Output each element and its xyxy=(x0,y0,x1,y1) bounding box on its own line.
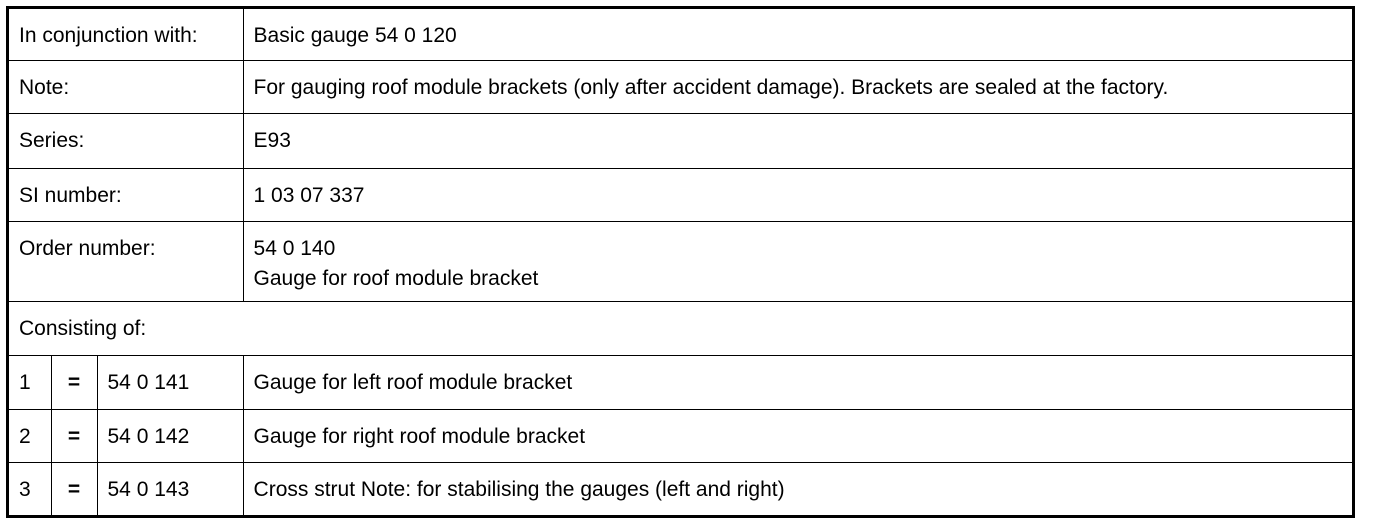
item-part-number: 54 0 142 xyxy=(97,409,243,462)
table-row xyxy=(9,409,1352,462)
table-row-conjunction xyxy=(9,9,1352,60)
item-equals: = xyxy=(51,409,97,462)
table-row-note xyxy=(9,60,1352,113)
item-description: Gauge for left roof module bracket xyxy=(243,355,1352,409)
table-row-series xyxy=(9,113,1352,168)
item-index: 2 xyxy=(9,409,51,462)
item-part-number: 54 0 141 xyxy=(97,355,243,409)
conjunction-value: Basic gauge 54 0 120 xyxy=(243,9,1352,60)
order-number-label: Order number: xyxy=(9,221,243,301)
item-equals: = xyxy=(51,462,97,515)
si-number-label: SI number: xyxy=(9,168,243,221)
table-row xyxy=(9,462,1352,515)
table-row-consisting-of xyxy=(9,301,1352,355)
consisting-of-heading: Consisting of: xyxy=(9,301,1352,355)
item-description: Gauge for right roof module bracket xyxy=(243,409,1352,462)
note-label: Note: xyxy=(9,60,243,113)
item-equals: = xyxy=(51,355,97,409)
table-row-order-number xyxy=(9,221,1352,301)
si-number-value: 1 03 07 337 xyxy=(243,168,1352,221)
item-index: 3 xyxy=(9,462,51,515)
specification-sheet xyxy=(6,6,1355,518)
series-label: Series: xyxy=(9,113,243,168)
table-row-si-number xyxy=(9,168,1352,221)
item-part-number: 54 0 143 xyxy=(97,462,243,515)
item-description: Cross strut Note: for stabilising the gauges (left and right) xyxy=(243,462,1352,515)
conjunction-label: In conjunction with: xyxy=(9,9,243,60)
note-value: For gauging roof module brackets (only after accident damage). Brackets are sealed at the factory. xyxy=(243,60,1352,113)
item-index: 1 xyxy=(9,355,51,409)
series-value: E93 xyxy=(243,113,1352,168)
specification-table xyxy=(9,9,1352,515)
order-number-description: Gauge for roof module bracket xyxy=(253,266,539,290)
table-row xyxy=(9,355,1352,409)
order-number-code: 54 0 140 xyxy=(253,236,336,260)
order-number-value xyxy=(243,221,1352,301)
